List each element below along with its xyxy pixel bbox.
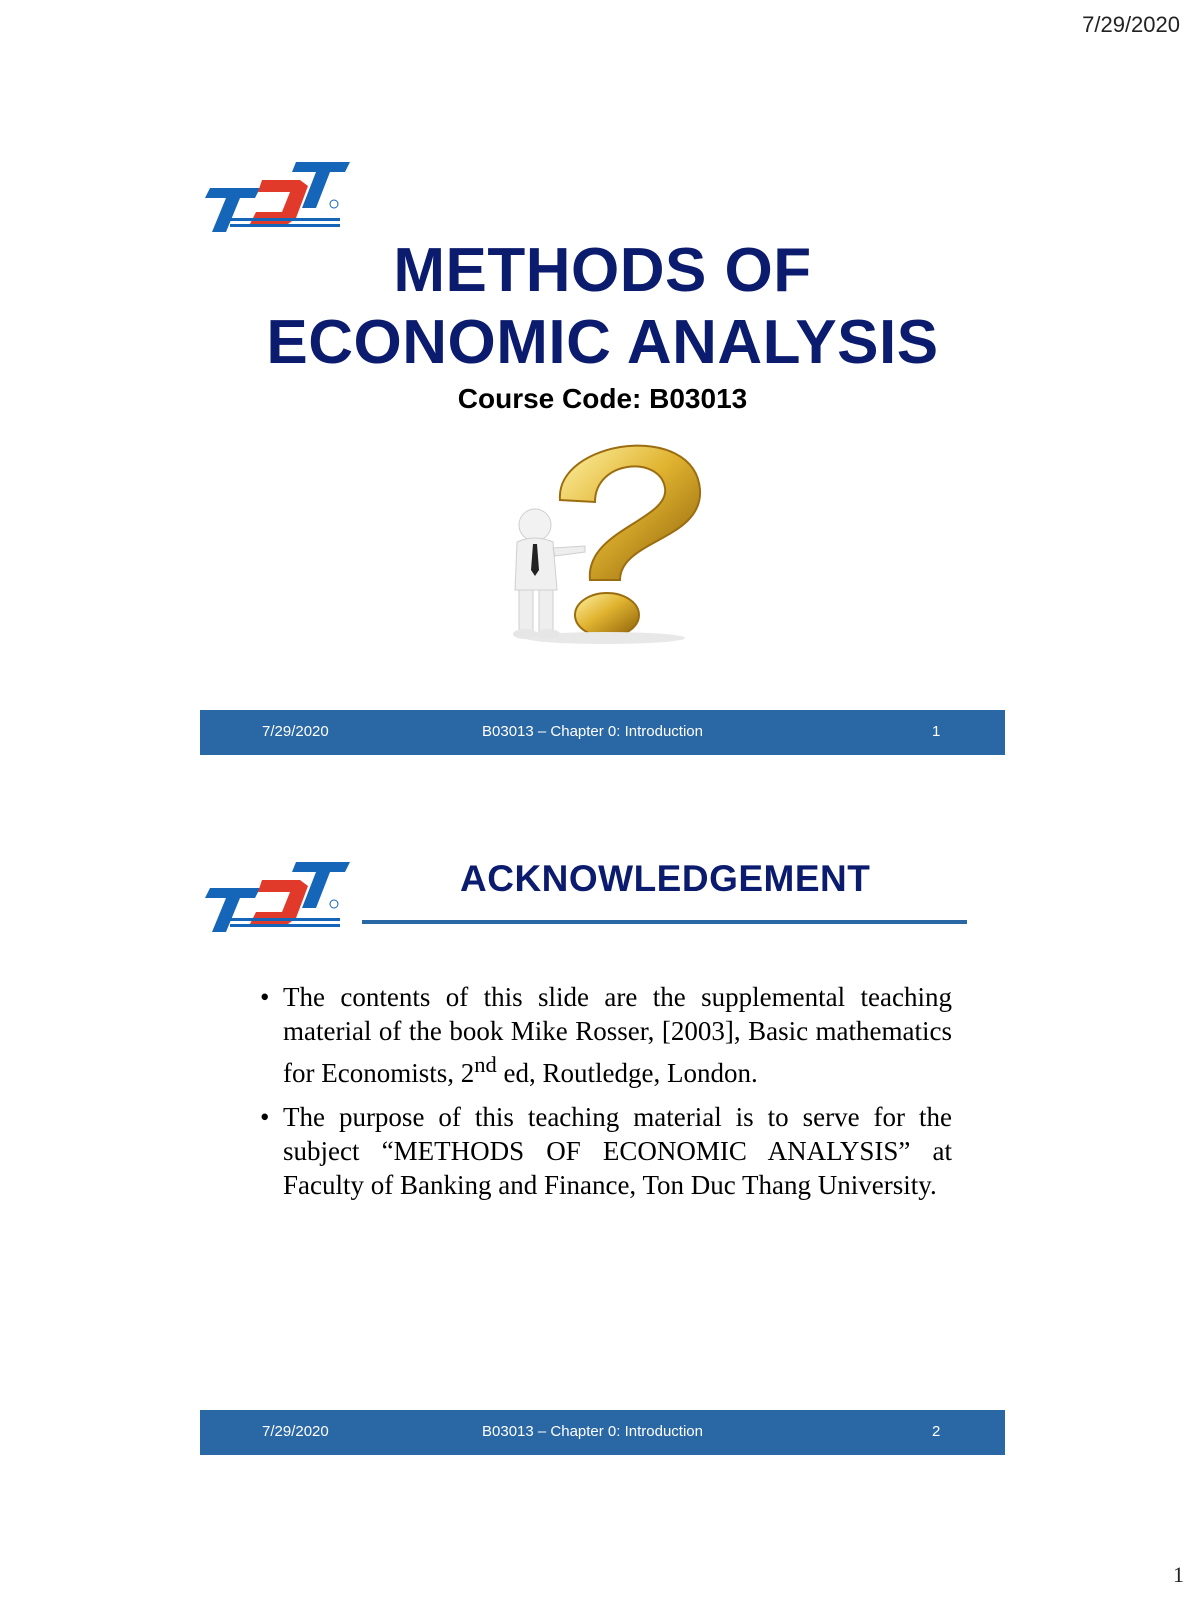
footer-date: 7/29/2020 bbox=[262, 723, 329, 740]
footer-chapter: B03013 – Chapter 0: Introduction bbox=[482, 1423, 703, 1440]
presentation-title-line-2: ECONOMIC ANALYSIS bbox=[266, 308, 939, 377]
footer-slide-number: 2 bbox=[932, 1423, 941, 1440]
slide-footer bbox=[200, 710, 1005, 755]
bullet-text: ed, Routledge, London. bbox=[496, 1058, 758, 1088]
list-item bbox=[260, 1100, 952, 1202]
course-code: Course Code: B03013 bbox=[457, 383, 748, 414]
slide-heading: ACKNOWLEDGEMENT bbox=[460, 858, 871, 899]
bullet-list bbox=[260, 980, 952, 1212]
list-item bbox=[260, 980, 952, 1090]
footer-slide-number: 1 bbox=[932, 723, 941, 740]
question-mark-figure-icon bbox=[445, 430, 765, 645]
slide-1 bbox=[200, 100, 1005, 800]
slide-footer bbox=[200, 1410, 1005, 1455]
slide-2 bbox=[200, 800, 1005, 1500]
university-logo-icon bbox=[200, 850, 355, 940]
footer-date: 7/29/2020 bbox=[262, 1423, 329, 1440]
presentation-title-line-1: METHODS OF bbox=[393, 236, 812, 305]
page-date: 7/29/2020 bbox=[1082, 12, 1180, 37]
ordinal-suffix: nd bbox=[474, 1052, 497, 1077]
university-logo-icon bbox=[200, 150, 355, 240]
footer-chapter: B03013 – Chapter 0: Introduction bbox=[482, 723, 703, 740]
heading-underline bbox=[362, 920, 967, 924]
page-number: 1 bbox=[1173, 1562, 1184, 1587]
bullet-text: The contents of this slide are the supplemental teaching material of the book Mike Rosser, [2003], Basic mathematics for Economists, 2 bbox=[283, 982, 952, 1088]
bullet-text: The purpose of this teaching material is to serve for the subject “METHODS OF ECONOMIC ANALYSIS” at Faculty of Banking and Finance, Ton Duc Thang University. bbox=[283, 1102, 952, 1200]
